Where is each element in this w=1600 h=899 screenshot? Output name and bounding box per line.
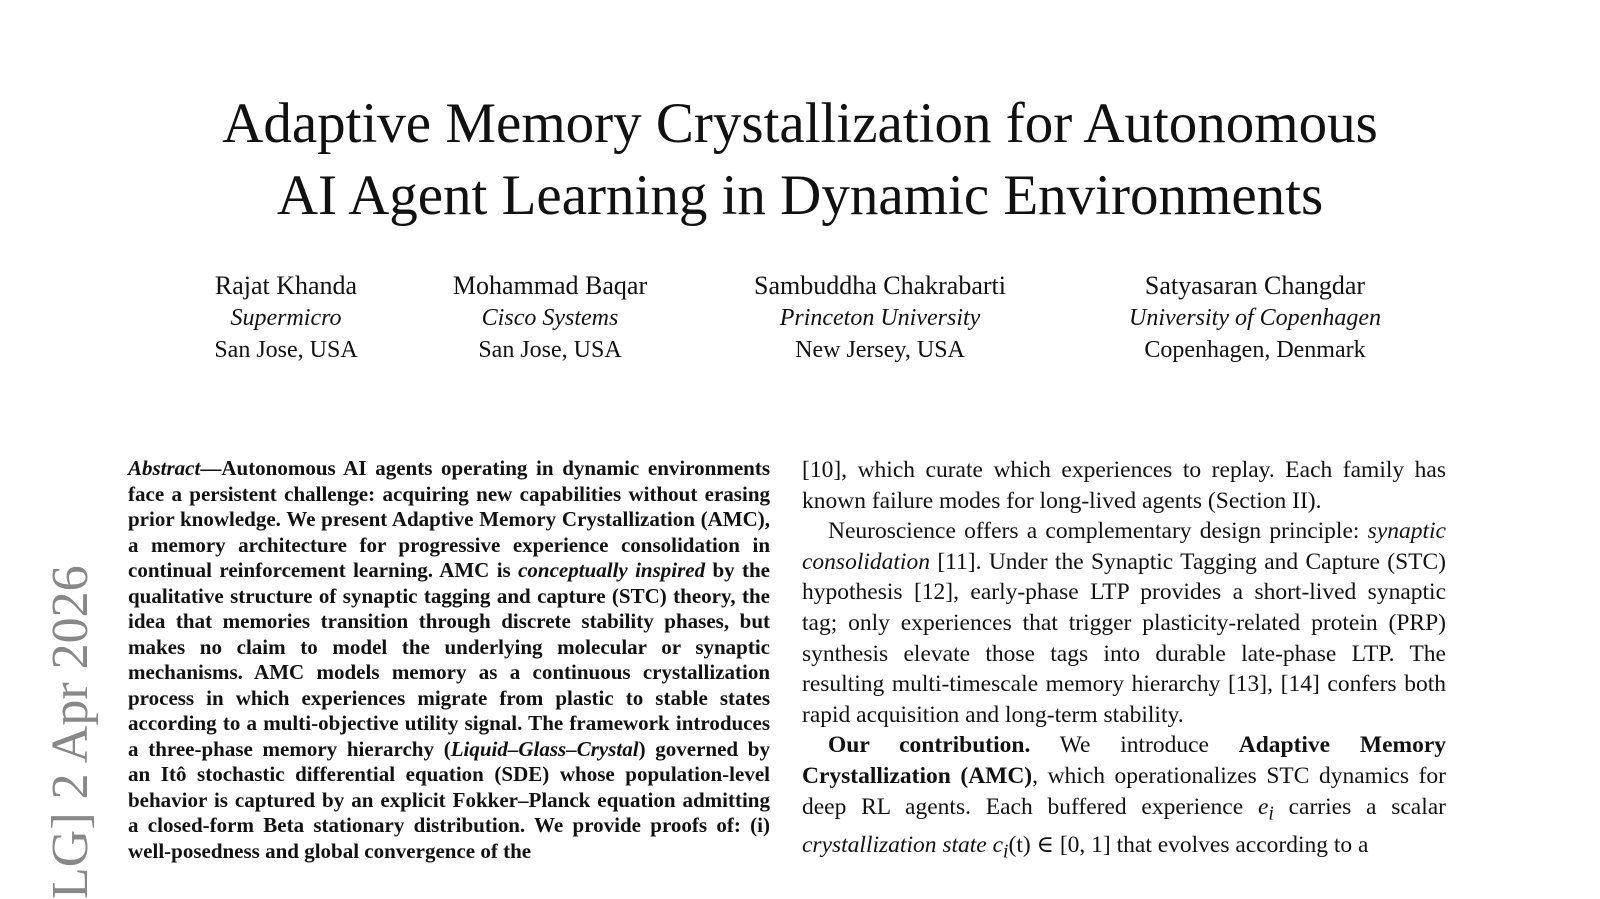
paragraph-3-emphasis: crystallization state	[802, 831, 987, 858]
abstract-label: Abstract	[128, 456, 201, 480]
paragraph-3	[802, 730, 1446, 868]
math-e: e	[1257, 793, 1269, 820]
author-location: San Jose, USA	[478, 337, 622, 363]
paragraph-3-text-a: We introduce	[1030, 732, 1239, 759]
body-column-right	[802, 455, 1446, 868]
paragraph-2	[802, 516, 1446, 730]
math-e-subscript: i	[1268, 803, 1274, 825]
method-name: Adaptive Memory Crystallization (AMC)	[802, 732, 1446, 789]
author-block-1	[186, 270, 386, 366]
author-name: Satyasaran Changdar	[1144, 271, 1366, 300]
author-affiliation: University of Copenhagen	[1129, 305, 1381, 331]
paragraph-3-text-b: , which operationalizes STC dynamics for deep RL agents. Each buffered experience	[802, 762, 1446, 820]
paragraph-2-text-a: Neuroscience offers a complementary design principle:	[828, 518, 1368, 545]
title-line-1: Adaptive Memory Crystallization for Autonomous	[222, 92, 1378, 155]
paragraph-2-emphasis: synaptic consolidation	[802, 518, 1446, 575]
abstract-text-2: by the qualitative structure of synaptic tagging and capture (STC) theory, the idea that memories transition through discrete stability phases, but makes no claim to model the underlying molecular or synaptic mechanisms. AMC models memory as a continuous crystallization process in which experiences migrate from plastic to stable states according to a multi-objective utility signal. The framework introduces a three-phase memory hierarchy (	[128, 558, 770, 761]
abstract-dash: —	[200, 456, 222, 480]
math-c-subscript: i	[1003, 841, 1009, 863]
author-name: Mohammad Baqar	[452, 271, 648, 300]
paper-title	[0, 88, 1600, 232]
author-name: Sambuddha Chakrabarti	[754, 271, 1006, 300]
paragraph-2-text-b: [11]. Under the Synaptic Tagging and Capture (STC) hypothesis [12], early-phase LTP provides a short-lived synaptic tag; only experiences that trigger plasticity-related protein (PRP) synthesis elevate those tags into durable late-phase LTP. The resulting multi-timescale memory hierarchy [13], [14] confers both rapid acquisition and long-term stability.	[802, 548, 1446, 728]
author-affiliation: Princeton University	[779, 305, 981, 331]
paragraph-3-text-d: that evolves according to a	[1110, 831, 1369, 858]
author-block-3	[730, 270, 1030, 366]
abstract-text-1: Autonomous AI agents operating in dynamic environments face a persistent challenge: acquiring new capabilities without erasing prior knowledge. We present Adaptive Memory Crystallization (AMC), a memory architecture for progressive experience consolidation in continual reinforcement learning. AMC is	[128, 456, 770, 582]
author-location: Copenhagen, Denmark	[1144, 337, 1366, 363]
paragraph-1: [10], which curate which experiences to replay. Each family has known failure modes for long-lived agents (Section II).	[802, 457, 1446, 514]
math-c-domain: (t) ∈ [0, 1]	[1008, 831, 1111, 858]
paragraph-3-text-c: carries a scalar	[1273, 793, 1446, 820]
title-line-2: AI Agent Learning in Dynamic Environments	[276, 164, 1324, 227]
author-location: San Jose, USA	[214, 337, 358, 363]
abstract	[128, 456, 770, 864]
author-location: New Jersey, USA	[795, 337, 965, 363]
author-name: Rajat Khanda	[214, 271, 358, 300]
math-c: c	[992, 831, 1004, 858]
author-affiliation: Cisco Systems	[481, 305, 619, 331]
contribution-heading: Our contribution.	[828, 732, 1031, 759]
author-affiliation: Supermicro	[230, 305, 342, 331]
arxiv-sidenote: LG] 2 Apr 2026	[42, 565, 99, 899]
abstract-emphasis-2: Liquid–Glass–Crystal	[450, 736, 639, 761]
author-block-4	[1100, 270, 1410, 366]
author-block-2	[420, 270, 680, 366]
abstract-emphasis-1: conceptually inspired	[518, 558, 706, 582]
abstract-text-3: ) governed by an Itô stochastic differential equation (SDE) whose population-level behavior is captured by an explicit Fokker–Planck equation admitting a closed-form Beta stationary distribution. We provide proofs of: (i) well-posedness and global convergence of the	[128, 736, 770, 863]
